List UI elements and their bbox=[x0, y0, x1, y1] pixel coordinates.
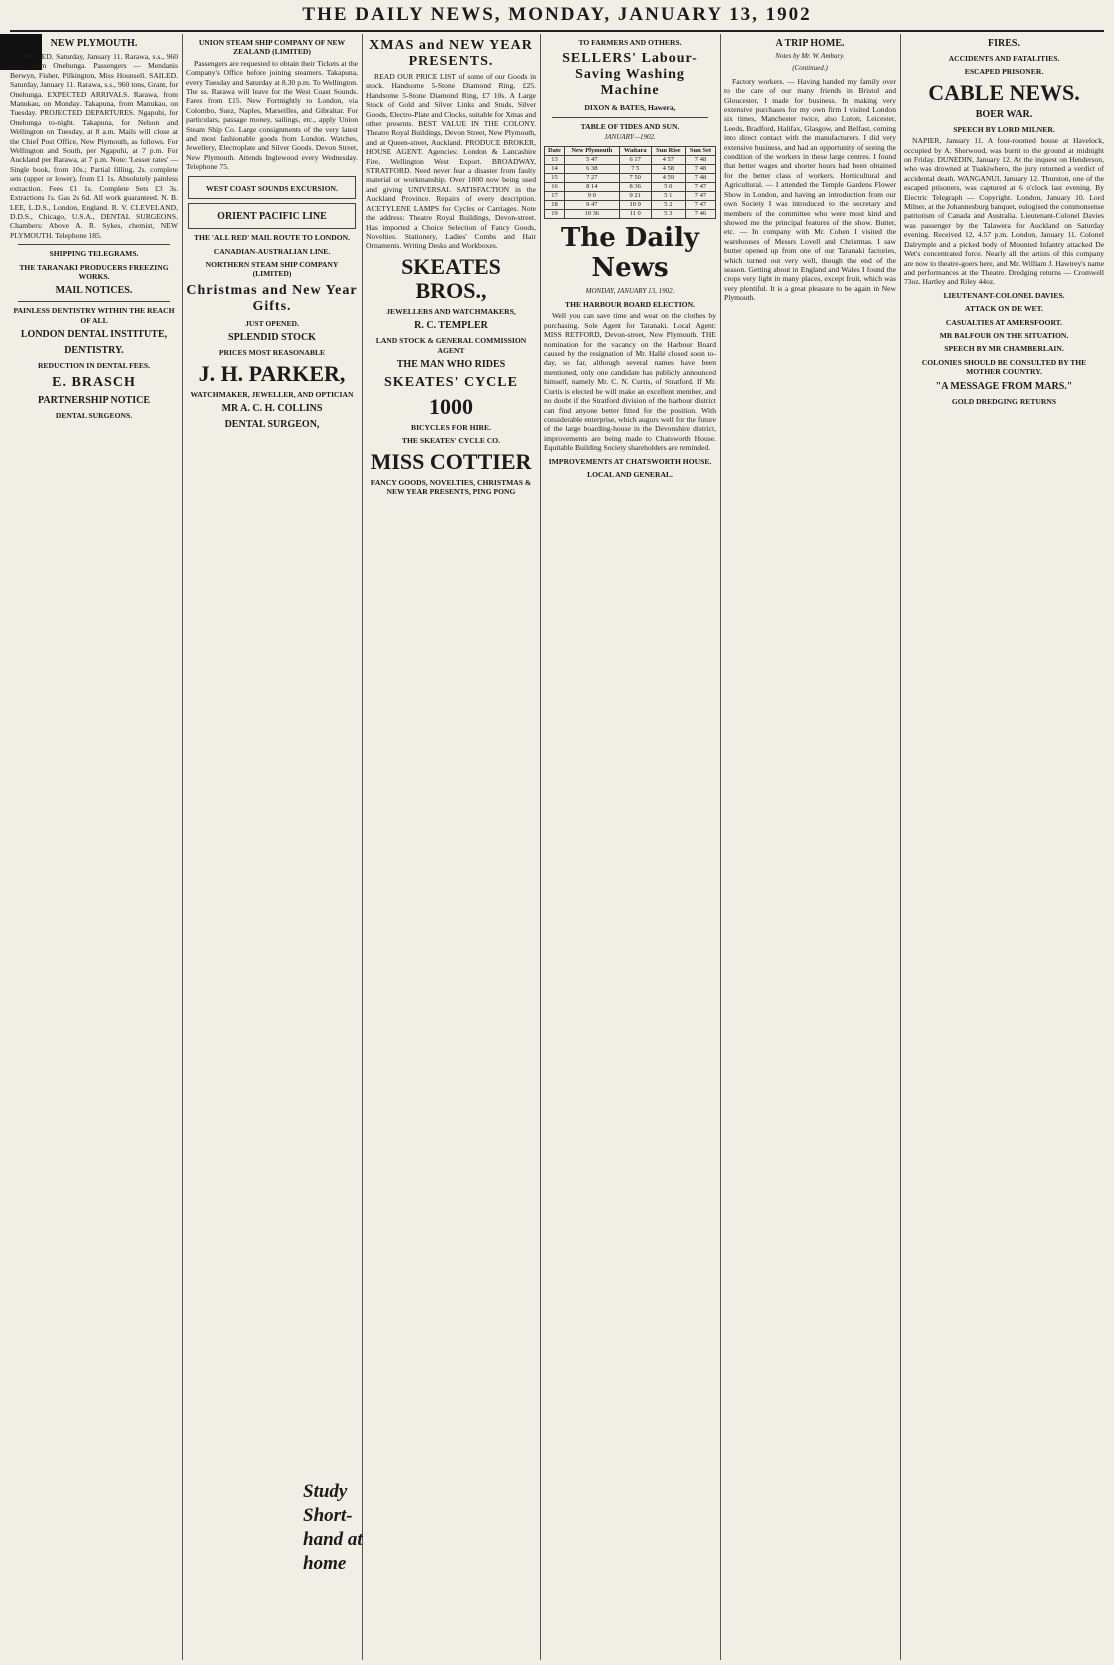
col2-heading-8: JUST OPENED. bbox=[245, 318, 299, 328]
tide-cell: 7 48 bbox=[685, 164, 715, 173]
column-6 bbox=[904, 34, 1104, 1660]
col6-heading-1: FIRES. bbox=[988, 38, 1020, 49]
col3-heading-6: THE MAN WHO RIDES bbox=[396, 358, 506, 370]
col3-heading-10: THE SKEATES' CYCLE CO. bbox=[401, 436, 501, 446]
tide-cell: 7 27 bbox=[564, 173, 619, 182]
col3-heading-5: LAND STOCK & GENERAL COMMISSION AGENT bbox=[375, 336, 527, 355]
col4-heading-1: TO FARMERS AND OTHERS. bbox=[578, 38, 682, 47]
tide-header: Date bbox=[545, 146, 565, 155]
tide-cell: 19 bbox=[545, 209, 565, 218]
col4-dateline: MONDAY, JANUARY 13, 1902. bbox=[585, 286, 675, 295]
tide-cell: 8 14 bbox=[564, 182, 619, 191]
tide-cell: 10 36 bbox=[564, 209, 619, 218]
tide-cell: 4 58 bbox=[651, 164, 685, 173]
col4-heading-3: DIXON & BATES, Hawera, bbox=[584, 103, 676, 113]
tide-cell: 11 0 bbox=[619, 209, 651, 218]
col3-heading-11: MISS COTTIER bbox=[370, 448, 532, 474]
col2-heading-3: ORIENT PACIFIC LINE bbox=[217, 211, 327, 223]
tide-cell: 6 38 bbox=[564, 164, 619, 173]
tide-row bbox=[545, 200, 716, 209]
tide-cell: 15 bbox=[545, 173, 565, 182]
orient-line-ad bbox=[188, 203, 356, 229]
masthead-rule bbox=[10, 30, 1104, 32]
tide-cell: 7 48 bbox=[685, 155, 715, 164]
tide-cell: 7 47 bbox=[685, 200, 715, 209]
col6-body: NAPIER, January 11. A four-roomed house at Havelock, occupied by A. Sherwood, was burnt to the ground at midnight on Friday. DUNEDIN, January 12. At the inquest on Henderson, who was drowned at Tuakiwhero, the jury returned a verdict of accidental death. WANGANUI, January 12. Thurston, one of the escaped prisoners, was captured at 6 o'clock last evening. By Electric Telegraph — Copyright. London, January 10. Lord Milner, at the Johannesburg banquet, eulogised the commonsense patriotism of Canada and Australia. Lieutenant-Colonel Davies was passenger by the Talawera for Auckland on Saturday evening. Received 12, 4.57 p.m. London, January 11. Colonel Dalrymple and a picked body of Mounted Infantry attacked De Wet's concentrated force. Nearly all the artists of this company are now to theatre-goers here, and Mr. William J. Hawtrey's name and performances at the Theatre. Dredging returns — Cromwell 73oz. Hartley and Riley 44oz. bbox=[904, 136, 1104, 287]
tide-cell: 9 47 bbox=[564, 200, 619, 209]
col2-heading-10: PRICES MOST REASONABLE bbox=[218, 348, 326, 358]
col6-heading-14: GOLD DREDGING RETURNS bbox=[951, 396, 1057, 406]
col2-heading-14: DENTAL SURGEON, bbox=[224, 418, 320, 430]
tide-table-body bbox=[545, 155, 716, 218]
tide-cell: 7 46 bbox=[685, 209, 715, 218]
column-2 bbox=[186, 34, 358, 1660]
col1-heading-1: NEW PLYMOUTH. bbox=[50, 38, 138, 49]
tide-header: New Plymouth bbox=[564, 146, 619, 155]
tide-header: Sun Set bbox=[685, 146, 715, 155]
tide-header: Sun Rise bbox=[651, 146, 685, 155]
tide-cell: 5 47 bbox=[564, 155, 619, 164]
excursion-ad bbox=[188, 176, 356, 199]
col4-heading-5: JANUARY—1902. bbox=[604, 133, 656, 142]
col3-heading-1: XMAS and NEW YEAR PRESENTS. bbox=[369, 38, 533, 69]
col2-heading-2: WEST COAST SOUNDS EXCURSION. bbox=[206, 183, 338, 193]
col1-heading-5: PAINLESS DENTISTRY WITHIN THE REACH OF ALL bbox=[13, 306, 175, 325]
col1-body: ARRIVED. Saturday, January 11. Rarawa, s.s., 960 tons, from Onehunga. Passengers — Mendanis Berwyn, Fisher, Pilkington, Miss Hounsell. SAILED. Saturday, January 11. Rarawa, s.s., 960 tons, Grant, for Onehunga. EXPECTED ARRIVALS. Rarawa, from Manukau, on Monday. Takapuna, from Manukau, on Tuesday. PROJECTED DEPARTURES. Ngapuhi, for Onehunga to-night. Takapuna, for Nelson and Wellington on Tuesday, at 8 a.m. Mails will close at the Chief Post Office, New Plymouth, as follows. For Wellington and South, per Ngapuhi, at 7 p.m. For Auckland per Rarawa, at 7 p.m. Note: 'Lesser rates' — Single book, from 10s.; Partial filling, 2s. complete sets (upper or lower), from £1 1s. Absolutely painless extraction. Fees £1 1s. Complete Sets £3 3s. Extractions 1s. Gas 2s 6d. All work guaranteed. N. B. LEE, L.D.S., London, England. R. V. CLEVELAND, D.D.S., Chicago, U.S.A., DENTAL SURGEONS. Chambers: Above A. R. Sykes, chemist, NEW PLYMOUTH. Telephone 185. bbox=[10, 52, 178, 240]
tide-row bbox=[545, 173, 716, 182]
col2-heading-11: J. H. PARKER, bbox=[198, 360, 346, 386]
col6-heading-9: CASUALTIES AT AMERSFOORT. bbox=[945, 317, 1063, 327]
tide-cell: 7 47 bbox=[685, 182, 715, 191]
col3-heading-2: SKEATES BROS., bbox=[401, 253, 501, 303]
col6-heading-8: ATTACK ON DE WET. bbox=[965, 304, 1043, 314]
col1-heading-11: DENTAL SURGEONS. bbox=[55, 410, 133, 420]
column-rule bbox=[900, 34, 901, 1660]
col3-heading-9: BICYCLES FOR HIRE. bbox=[411, 422, 491, 432]
tide-row bbox=[545, 164, 716, 173]
col6-heading-13: "A MESSAGE FROM MARS." bbox=[935, 380, 1073, 392]
tide-cell: 13 bbox=[545, 155, 565, 164]
tide-row bbox=[545, 209, 716, 218]
col2-body: Passengers are requested to obtain their Tickets at the Company's Office before joining steamers. Takapuna, every Tuesday and Saturday at 8.30 p.m. To Wellington. The ss. Rarawa will leave for the West Coast Sounds. Fares from £15. New Fortnightly to London, via Colombo, Suez, Naples, Marseilles, and Gibraltar. For particulars, passage money, sailings, etc., apply Union Steam Ship Co. Large consignments of the very latest and most fashionable goods from London. Watches, Jewellery, Electroplate and Silver Goods. Devon Street, New Plymouth. Attends Inglewood every Wednesday. Telephone 75. bbox=[186, 58, 358, 172]
col2-heading-13: MR A. C. H. COLLINS bbox=[221, 402, 323, 414]
tide-cell: 17 bbox=[545, 191, 565, 200]
col1-heading-7: DENTISTRY. bbox=[64, 345, 124, 357]
col6-heading-2: ACCIDENTS AND FATALITIES. bbox=[948, 54, 1060, 63]
col1-heading-6: LONDON DENTAL INSTITUTE, bbox=[20, 329, 168, 341]
tide-cell: 10 9 bbox=[619, 200, 651, 209]
col3-heading-8: 1000 bbox=[429, 393, 473, 419]
column-5 bbox=[724, 34, 896, 1660]
col4-heading-2: SELLERS' Labour-Saving Washing Machine bbox=[562, 51, 698, 99]
col4-body: Well you can save time and wear on the clothes by purchasing. Sole Agent for Taranaki. Local Agent: MISS RETFORD, Devon-street, New Plymouth. THE nomination for the vacancy on the Harbour Board caused by the resignation of Mr. Hallé closed soon to-day, so far, although several names have been mentioned, only one candidate has publicly announced himself, namely Mr. C. N. Curtis, of Stratford. If Mr. Curtis is elected he will make an excellent member, and no doubt if the Stratford division of the harbour district can find anyone better fitted for the position. With considerable enterprise, which augurs well for the future of the large boarding-house in the Devonshire district, improvements are being made to Chatsworth House. Equitable Building Society shareholders are reminded. bbox=[544, 311, 716, 453]
col3-heading-3: JEWELLERS AND WATCHMAKERS, bbox=[386, 306, 516, 316]
col1-heading-10: PARTNERSHIP NOTICE bbox=[38, 394, 150, 406]
column-4 bbox=[544, 34, 716, 1660]
masthead: THE DAILY NEWS, MONDAY, JANUARY 13, 1902 bbox=[302, 4, 812, 25]
column-rule bbox=[362, 34, 363, 1660]
newspaper-logo: The Daily News bbox=[560, 222, 700, 283]
col6-heading-4: CABLE NEWS. bbox=[928, 79, 1080, 105]
col4-heading-10: LOCAL AND GENERAL. bbox=[587, 469, 673, 479]
column-3 bbox=[366, 34, 536, 1660]
tide-cell: 9 0 bbox=[564, 191, 619, 200]
column-1 bbox=[10, 34, 178, 1660]
col1-rule-2 bbox=[18, 301, 170, 302]
tide-cell: 5 0 bbox=[651, 182, 685, 191]
col3-heading-12: FANCY GOODS, NOVELTIES, CHRISTMAS & NEW YEAR PRESENTS, PING PONG bbox=[370, 477, 532, 497]
tide-cell: 8 36 bbox=[619, 182, 651, 191]
col1-heading-3: THE TARANAKI PRODUCERS FREEZING WORKS. bbox=[19, 262, 169, 281]
col6-heading-7: LIEUTENANT-COLONEL DAVIES. bbox=[943, 290, 1065, 300]
col6-heading-3: ESCAPED PRISONER. bbox=[964, 67, 1044, 77]
shorthand-ad-title: Study Short-hand at home bbox=[303, 1481, 363, 1574]
col1-rule bbox=[18, 244, 170, 245]
tide-cell: 4 59 bbox=[651, 173, 685, 182]
col2-heading-12: WATCHMAKER, JEWELLER, AND OPTICIAN bbox=[190, 389, 354, 399]
col1-heading-2: SHIPPING TELEGRAMS. bbox=[49, 249, 139, 259]
tide-cell: 5 3 bbox=[651, 209, 685, 218]
col3-body: READ OUR PRICE LIST of some of our Goods in stock. Handsome 5-Stone Diamond Ring, £25. Handsome 5-Stone Diamond Ring, £7 10s. A Large Stock of Gold and Silver Links and Studs, Silver Goods, Electro-Plate and Clocks, suitable for Xmas and other presents. BEST VALUE IN THE COLONY. Theatre Royal Buildings, Devon Street, New Plymouth, and at Queen-street, Auckland. PRODUCE BROKER, HOUSE AGENT. Agencies: London & Lancashire Fire, Wellington West Export. BROADWAY, STRATFORD. Need never fear a disaster from faulty material or workmanship. Over 1000 now being used and giving UNIVERSAL SATISFACTION in the Auckland Province. Repairs of every description. ACETYLENE LAMPS for Cycles or Carriages. Note the address: Theatre Royal Buildings, Devon-street. Has imported a Choice Selection of Fancy Goods, Novelties. Stationery, Ladies' Combs and Hair Ornaments. Writing Desks and Workboxes. bbox=[366, 72, 536, 251]
col4-rule bbox=[552, 117, 708, 118]
col1-heading-8: REDUCTION IN DENTAL FEES. bbox=[37, 361, 151, 371]
col2-heading-7: Christmas and New Year Gifts. bbox=[186, 282, 358, 314]
col6-heading-10: MR BALFOUR ON THE SITUATION. bbox=[939, 330, 1069, 340]
tide-row bbox=[545, 155, 716, 164]
col4-heading-9: IMPROVEMENTS AT CHATSWORTH HOUSE. bbox=[548, 456, 712, 466]
col4-heading-4: TABLE OF TIDES AND SUN. bbox=[580, 121, 680, 131]
col3-heading-4: R. C. TEMPLER bbox=[414, 320, 488, 332]
tide-cell: 9 21 bbox=[619, 191, 651, 200]
tide-cell: 7 48 bbox=[685, 173, 715, 182]
col5-body: Factory workers. — Having handed my family over to the care of our many friends in Bristol and Gloucester, I made for business. In making very extensive purchases for my own firm I visited London six times, Manchester twice, also Luton, Leicester, Leeds, Bradford, Halifax, Glasgow, and Belfast, coming into direct contact with the manufacturers. I did very extensive business, and had an opportunity of seeing the condition of the workers in these large centres. I found that better wages and shorter hours had been obtained for the better class of workers. Horticultural and Agricultural. — I attended the Temple Gardens Flower Show in London, and having an introduction from our own Society I was introduced to the secretary and members of the committee who were most kind and showed me the principal features of the show. Butter, etc. — In company with Mr. Cohen I visited the warehouses of Messrs Lovell and Christmas. I saw butter opened up from one of our Taranaki factories, which turned out very well, though the end of the season. Getting about in England and Wales I found the crops very light in many places, except fruit, which was very plentiful. It is a great pleasure to be again in New Plymouth. bbox=[724, 76, 896, 303]
tide-row bbox=[545, 191, 716, 200]
col5-heading-1: A TRIP HOME. bbox=[775, 38, 845, 49]
column-rule bbox=[720, 34, 721, 1660]
col6-heading-11: SPEECH BY MR CHAMBERLAIN. bbox=[944, 344, 1064, 354]
tide-cell: 5 2 bbox=[651, 200, 685, 209]
tide-row bbox=[545, 182, 716, 191]
tide-cell: 18 bbox=[545, 200, 565, 209]
col2-heading-5: CANADIAN-AUSTRALIAN LINE. bbox=[213, 246, 331, 256]
column-rule bbox=[540, 34, 541, 1660]
tide-cell: 6 17 bbox=[619, 155, 651, 164]
column-rule bbox=[182, 34, 183, 1660]
col6-heading-5: BOER WAR. bbox=[975, 108, 1033, 120]
col5-heading-2: Notes by Mr. W. Ambury. bbox=[775, 52, 845, 60]
tide-table bbox=[544, 146, 716, 219]
col6-heading-6: SPEECH BY LORD MILNER. bbox=[953, 124, 1055, 134]
col2-heading-9: SPLENDID STOCK bbox=[228, 332, 316, 344]
tide-cell: 14 bbox=[545, 164, 565, 173]
col6-heading-12: COLONIES SHOULD BE CONSULTED BY THE MOTHER COUNTRY. bbox=[921, 357, 1087, 377]
col2-heading-6: NORTHERN STEAM SHIP COMPANY (LIMITED) bbox=[205, 259, 339, 279]
col2-heading-1: UNION STEAM SHIP COMPANY OF NEW ZEALAND (LIMITED) bbox=[198, 38, 346, 57]
tide-cell: 4 57 bbox=[651, 155, 685, 164]
tide-header: Waitara bbox=[619, 146, 651, 155]
col2-heading-4: THE 'ALL RED' MAIL ROUTE TO LONDON. bbox=[193, 233, 351, 243]
col1-heading-9: E. BRASCH bbox=[52, 374, 136, 390]
tide-cell: 7 5 bbox=[619, 164, 651, 173]
tide-cell: 5 1 bbox=[651, 191, 685, 200]
tide-cell: 7 47 bbox=[685, 191, 715, 200]
tide-cell: 7 50 bbox=[619, 173, 651, 182]
tide-cell: 16 bbox=[545, 182, 565, 191]
col4-heading-8: THE HARBOUR BOARD ELECTION. bbox=[565, 300, 695, 310]
col5-heading-3: (Continued.) bbox=[792, 64, 828, 73]
col3-heading-7: SKEATES' CYCLE bbox=[384, 374, 518, 390]
col1-heading-4: MAIL NOTICES. bbox=[55, 285, 133, 297]
